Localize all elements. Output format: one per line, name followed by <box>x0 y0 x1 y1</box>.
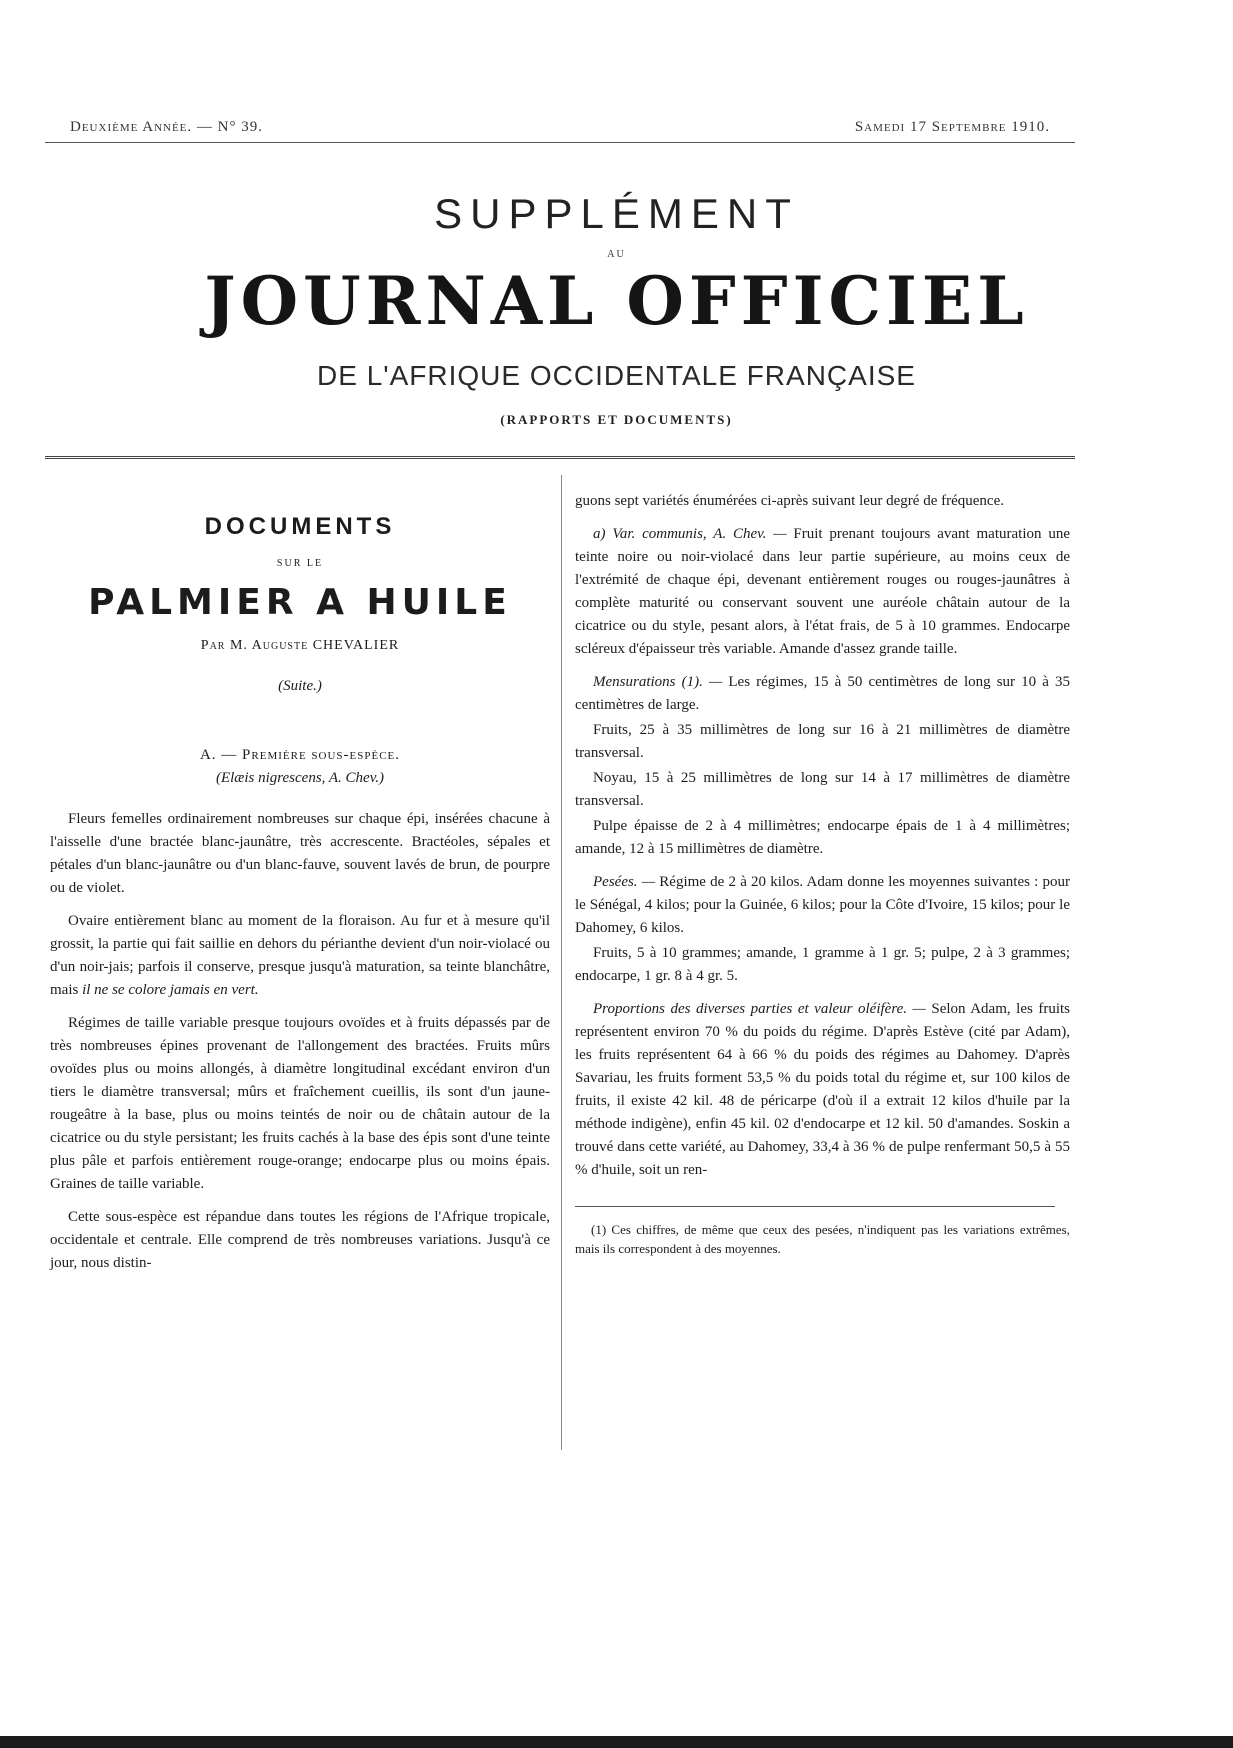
sur-le-label: SUR LE <box>276 558 324 569</box>
proportions-text: Selon Adam, les fruits représentent environ 70 % du poids du régime. D'après Estève (cité par Adam), les fruits représentent 64 à 66 % du poids des régimes au Dahomey. D'après Savariau, les fruits forment 53,5 % du poids total du régime et, sur 100 kilos de fruits, il existe 42 kil. 48 de péricarpe (d'où il a extrait 12 kilos d'huile par la méthode indigène), enfin 45 kil. 02 d'endocarpe et 12 kil. 50 d'amandes. Soskin a trouvé dans cette variété, au Dahomey, 33,4 à 36 % de pulpe renfermant 50,5 à 55 % d'huile, soit un ren- <box>575 1001 1070 1178</box>
left-column <box>50 505 550 1277</box>
rapports-label: (RAPPORTS ET DOCUMENTS) <box>500 412 733 427</box>
section-heading: A. — Première sous-espèce. <box>199 747 401 763</box>
paragraph-continuation: guons sept variétés énumérées ci-après suivant leur degré de fréquence. <box>575 493 1004 509</box>
paragraph-distribution: Cette sous-espèce est répandue dans toutes les régions de l'Afrique tropicale, occidentale et centrale. Elle comprend de très nombreuses variations. Jusqu'à ce jour, nous distin- <box>50 1209 550 1271</box>
paragraph-fruits-size: Fruits, 25 à 35 millimètres de long sur 16 à 21 millimètres de diamètre transversal. <box>575 722 1070 761</box>
paragraph-mensurations <box>575 671 1070 717</box>
footnote: (1) Ces chiffres, de même que ceux des pesées, n'indiquent pas les variations extrêmes, mais ils correspondent à des moyennes. <box>575 1222 1070 1256</box>
journal-subtitle: DE L'AFRIQUE OCCIDENTALE FRANÇAISE <box>317 360 916 391</box>
mensurations-text: Les régimes, 15 à 50 centimètres de long sur 10 à 35 centimètres de large. <box>575 674 1071 713</box>
paragraph-var-communis <box>575 523 1070 661</box>
var-communis-text: Fruit prenant toujours avant maturation une teinte noire ou noir-violacé dans leur partie supérieure, au moins ceux de l'extrémité de chaque épi, devenant entièrement rouges ou rouges-jaunâtres à complète maturité ou conservant souvent une auréole châtain autour de la cicatrice ou du style, pesant alors, à l'état frais, de 5 à 10 grammes. Endocarpe scléreux d'épaisseur très variable. Amande d'assez grande taille. <box>575 526 1070 657</box>
paragraph-pulpe: Pulpe épaisse de 2 à 4 millimètres; endocarpe épais de 1 à 4 millimètres; amande, 12 à 15 millimètres de diamètre. <box>575 818 1070 857</box>
au-label: AU <box>607 249 626 260</box>
article-author: Par M. Auguste CHEVALIER <box>200 638 400 653</box>
paragraph-ovary <box>50 910 550 1002</box>
journal-title: JOURNAL OFFICIEL <box>204 262 1029 340</box>
masthead-topline <box>70 119 1050 136</box>
masthead-double-rule <box>45 456 1075 459</box>
paragraph-ovary-italic: il ne se colore jamais en vert. <box>82 982 259 998</box>
column-divider <box>561 475 562 1450</box>
proportions-lead: Proportions des diverses parties et valeur oléifère. — <box>593 1001 926 1017</box>
section-subheading: (Elæis nigrescens, A. Chev.) <box>215 770 385 786</box>
supplement-heading: SUPPLÉMENT <box>434 190 799 237</box>
paragraph-regimes: Régimes de taille variable presque toujours ovoïdes et à fruits dépassés par de très nombreuses épines provenant de l'allongement des bractées. Fruits mûrs ovoïdes plus ou moins allongés, à diamètre longitudinal excédant environ d'un tiers le diamètre transversal; mûrs et fraîchement cueillis, ils sont d'un jaune-rougeâtre à la base, plus ou moins teintés de noir ou de châtain autour de la cicatrice ou du style persistant; les fruits cachés à la base des épis sont d'une teinte plus pâle et parfois entièrement rouge-orange; endocarpe plus ou moins épais. Graines de taille variable. <box>50 1015 550 1192</box>
issue-number: Deuxième Année. — N° 39. <box>70 119 263 135</box>
right-column <box>575 490 1070 1271</box>
paragraph-flowers: Fleurs femelles ordinairement nombreuses sur chaque épi, insérées chacune à l'aisselle d'une bractée blanc-jaunâtre, très accrescente. Bractéoles, sépales et pétales d'un blanc-jaunâtre ou d'un blanc-fauve, souvent lavés de brun, de pourpre ou de violet. <box>50 811 550 896</box>
pesees-text: Régime de 2 à 20 kilos. Adam donne les moyennes suivantes : pour le Sénégal, 4 kilos; pour la Guinée, 6 kilos; pour la Côte d'Ivoire, 15 kilos; pour le Dahomey, 6 kilos. <box>575 874 1070 936</box>
footnote-rule <box>575 1206 1055 1207</box>
pesees-lead: Pesées. — <box>593 874 656 890</box>
paragraph-fruits-weight: Fruits, 5 à 10 grammes; amande, 1 gramme à 1 gr. 5; pulpe, 2 à 3 grammes; endocarpe, 1 gr. 8 à 4 gr. 5. <box>575 945 1070 984</box>
scan-bottom-edge <box>0 1736 1233 1748</box>
paragraph-noyau: Noyau, 15 à 25 millimètres de long sur 14 à 17 millimètres de diamètre transversal. <box>575 770 1070 809</box>
documents-heading: DOCUMENTS <box>204 513 396 540</box>
header-rule <box>45 142 1075 143</box>
var-communis-lead: a) Var. communis, A. Chev. — <box>593 526 787 542</box>
mensurations-lead: Mensurations (1). — <box>593 674 723 690</box>
suite-label: (Suite.) <box>278 678 322 694</box>
paragraph-pesees <box>575 871 1070 940</box>
paragraph-proportions <box>575 998 1070 1182</box>
issue-date: Samedi 17 Septembre 1910. <box>854 119 1050 135</box>
article-title: PALMIER A HUILE <box>88 582 512 623</box>
paragraph-ovary-text: Ovaire entièrement blanc au moment de la floraison. Au fur et à mesure qu'il grossit, la partie qui fait saillie en dehors du périanthe devient d'un noir-violacé ou d'un noir-jais; parfois il conserve, presque jusqu'à maturation, sa teinte blanchâtre, mais <box>50 913 550 998</box>
